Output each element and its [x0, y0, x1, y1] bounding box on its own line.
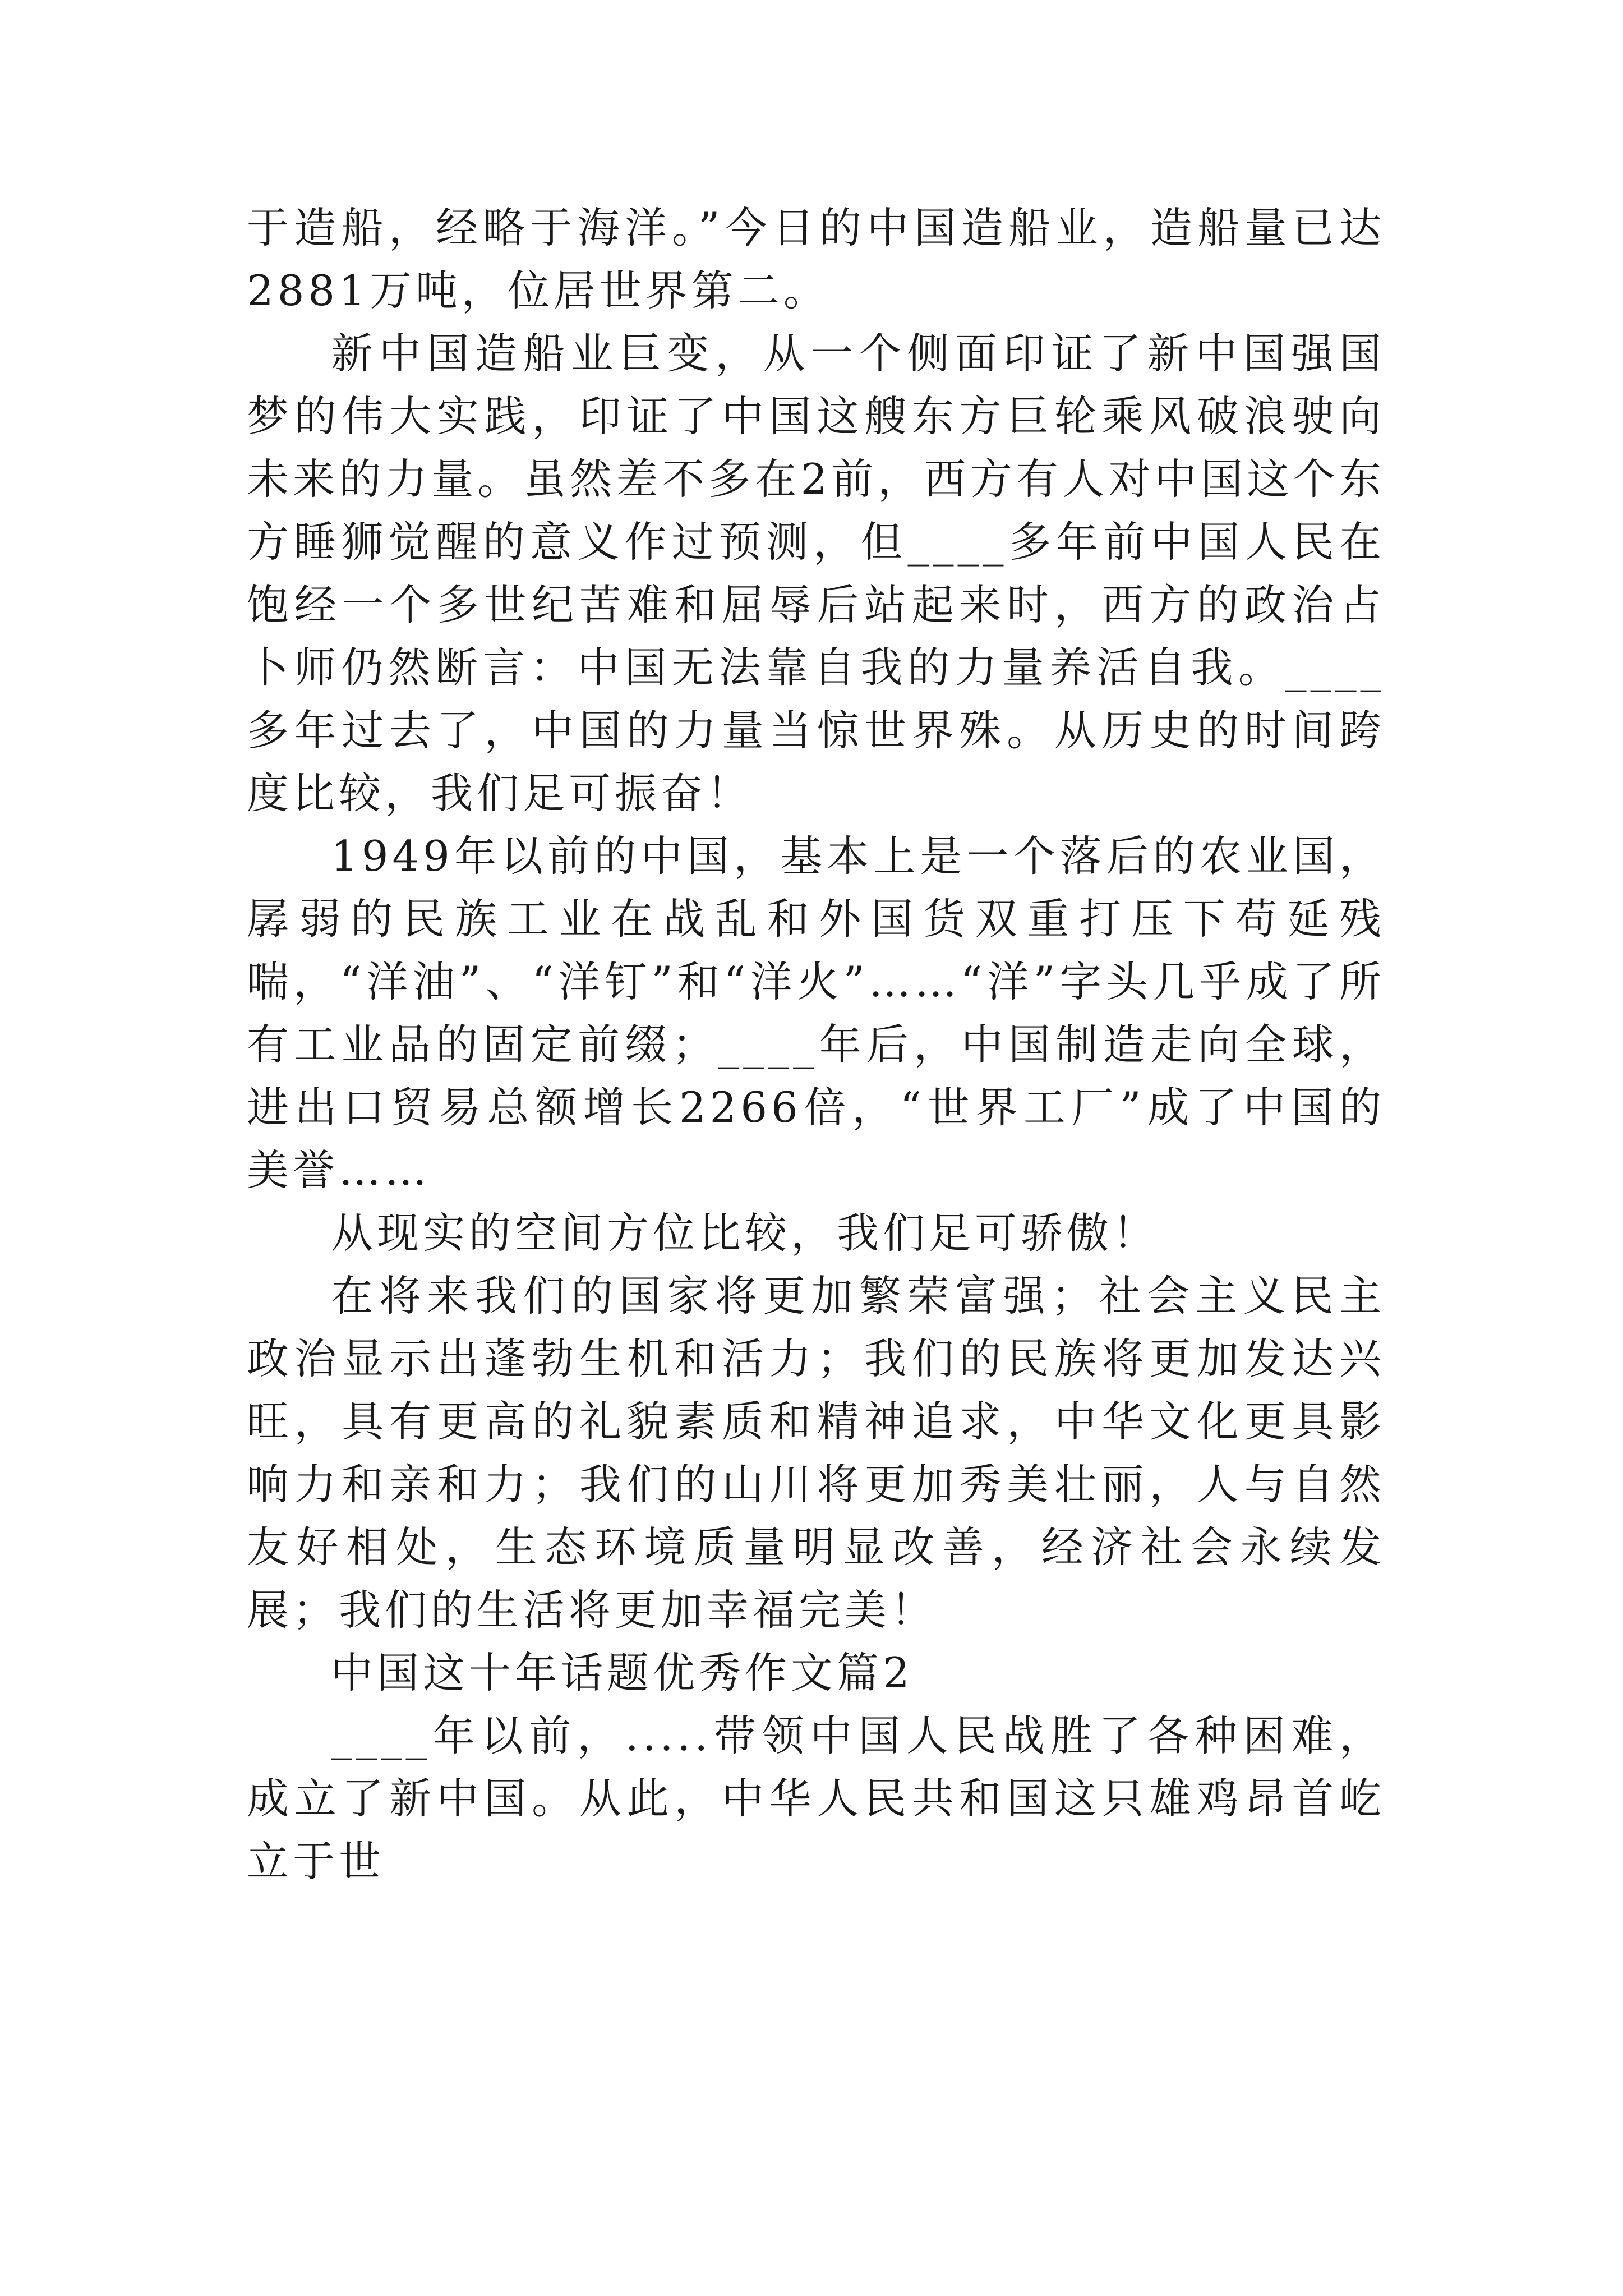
section-heading: 中国这十年话题优秀作文篇2: [331, 1648, 914, 1697]
paragraph: 1949年以前的中国，基本上是一个落后的农业国，孱弱的民族工业在战乱和外国货双重打压下苟延残喘，“洋油”、“洋钉”和“洋火”……“洋”字头几乎成了所有工业品的固定前缀；____年后，中国制造走向全球，进出口贸易总额增长2266倍，“世界工厂”成了中国的美誉……: [247, 831, 1385, 1195]
paragraph: 新中国造船业巨变，从一个侧面印证了新中国强国梦的伟大实践，印证了中国这艘东方巨轮乘风破浪驶向未来的力量。虽然差不多在2前，西方有人对中国这个东方睡狮觉醒的意义作过预测，但____多年前中国人民在饱经一个多世纪苦难和屈辱后站起来时，西方的政治占卜师仍然断言：中国无法靠自我的力量养活自我。____多年过去了，中国的力量当惊世界殊。从历史的时间跨度比较，我们足可振奋！: [247, 329, 1385, 818]
paragraph: ____年以前，.....带领中国人民战胜了各种困难，成立了新中国。从此，中华人民共和国这只雄鸡昂首屹立于世: [247, 1711, 1385, 1886]
paragraph: 于造船，经略于海洋。”今日的中国造船业，造船量已达2881万吨，位居世界第二。: [247, 203, 1385, 315]
paragraph: 在将来我们的国家将更加繁荣富强；社会主义民主政治显示出蓬勃生机和活力；我们的民族将更加发达兴旺，具有更高的礼貌素质和精神追求，中华文化更具影响力和亲和力；我们的山川将更加秀美壮丽，人与自然友好相处，生态环境质量明显改善，经济社会永续发展；我们的生活将更加幸福完美！: [247, 1271, 1385, 1635]
paragraph: 从现实的空间方位比较，我们足可骄傲！: [331, 1208, 1159, 1258]
document-body: [247, 196, 1385, 1893]
